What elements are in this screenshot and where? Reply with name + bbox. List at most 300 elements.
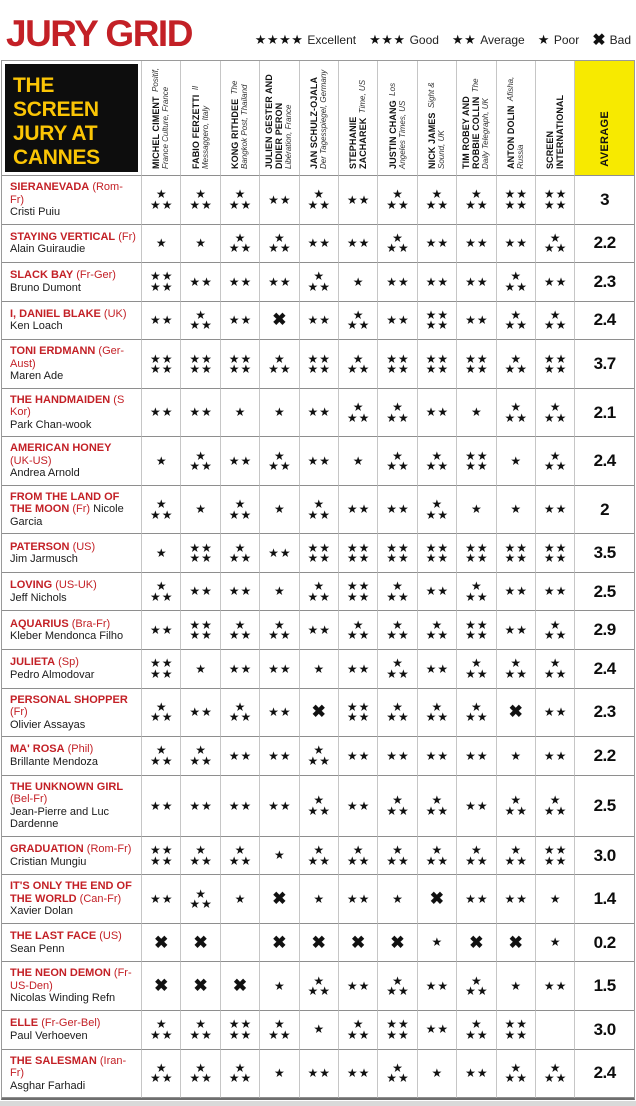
star-rating: ★★: [543, 241, 568, 256]
star-rating: ★★: [465, 666, 489, 681]
star-rating: ★: [313, 843, 326, 858]
critic-header-michel-ciment: [142, 61, 181, 176]
rating-cell: [339, 302, 378, 341]
star-rating: ★★: [425, 551, 450, 566]
star-rating: ★: [549, 617, 562, 632]
star-rating: ★: [431, 935, 444, 950]
star-rating: ★★: [504, 236, 528, 251]
star-rating: ★: [155, 545, 168, 560]
film-info: [10, 345, 136, 370]
rating-cell: [536, 263, 575, 302]
critic-outlet: Los Angeles Times, US: [387, 82, 407, 169]
film-cell: [2, 225, 142, 264]
film-info: [10, 442, 136, 467]
rating-cell: [181, 263, 220, 302]
star-rating: ★: [510, 400, 523, 415]
rating-cell: [221, 176, 260, 225]
star-rating: ★★: [189, 705, 213, 720]
rating-cell: [536, 650, 575, 689]
star-rating: ★★: [543, 803, 568, 818]
star-rating: ★: [273, 978, 286, 993]
star-rating: ★★: [386, 710, 410, 725]
film-info: [10, 308, 136, 321]
star-rating: ★★: [465, 798, 489, 813]
film-director: Nicolas Winding Refn: [10, 992, 116, 1005]
rating-cell: [339, 689, 378, 738]
rating-cell: [497, 611, 536, 650]
rating-cell: [339, 611, 378, 650]
star-rating: ★★: [228, 351, 253, 366]
star-rating: ★: [470, 699, 483, 714]
film-country: (Can-Fr): [79, 892, 122, 905]
star-rating: ★★: [465, 540, 489, 555]
star-rating: ★: [234, 405, 247, 420]
star-rating: ★★: [386, 410, 410, 425]
star-rating: ★: [470, 843, 483, 858]
star-rating: ★: [195, 1017, 207, 1032]
star-rating: ★★: [504, 197, 528, 212]
star-rating: ★★: [465, 1066, 489, 1081]
rating-cell: [339, 962, 378, 1011]
star-icon: ★★: [451, 32, 477, 47]
rating-cell: [418, 875, 457, 924]
rating-cell: [457, 737, 496, 776]
star-rating: ★★: [307, 236, 332, 251]
star-rating: ★★: [425, 507, 450, 522]
star-rating: ★★: [386, 241, 410, 256]
rating-cell: [378, 437, 417, 486]
star-rating: ★★: [149, 853, 174, 868]
critic-outlet: Der Tagesspiegel, Germany: [318, 69, 328, 169]
film-director: Jim Jarmusch: [10, 553, 78, 566]
rating-cell: [300, 1050, 339, 1099]
critic-name: JULIEN GESTER AND DIDIER PERON: [264, 74, 285, 169]
film-country: (US): [72, 540, 96, 553]
film-country: (Ger-Aust): [10, 345, 125, 370]
film-director: Jeff Nichols: [10, 591, 67, 604]
average-value: 2.5: [575, 776, 634, 837]
star-rating: ★★: [465, 617, 489, 632]
rating-cell: [339, 737, 378, 776]
star-rating: ★★: [543, 362, 568, 377]
rating-cell: [300, 263, 339, 302]
star-rating: ★★: [504, 362, 528, 377]
star-rating: ★★: [346, 628, 371, 643]
rating-cell: [536, 689, 575, 738]
critic-header-text: [545, 63, 565, 169]
rating-cell: [221, 573, 260, 612]
star-rating: ★★: [465, 984, 489, 999]
average-value: 3.5: [575, 534, 634, 573]
rating-cell: [536, 225, 575, 264]
rating-cell: [221, 437, 260, 486]
star-rating: ★: [392, 793, 404, 808]
star-rating: ★: [195, 448, 207, 463]
star-rating: ★: [470, 405, 483, 420]
star-rating: ★: [273, 848, 286, 863]
rating-cell: [536, 176, 575, 225]
star-rating: ★★: [386, 748, 410, 763]
bad-cross-icon: ✖: [469, 932, 484, 952]
star-rating: ★★: [425, 236, 450, 251]
rating-cell: [497, 875, 536, 924]
rating-cell: [181, 875, 220, 924]
film-cell: [2, 875, 142, 924]
film-title: FROM THE LAND OF THE MOON: [10, 490, 120, 516]
star-rating: ★★: [543, 705, 568, 720]
critic-header-jan-schulz-ojala: [300, 61, 339, 176]
average-value: 2.1: [575, 389, 634, 438]
star-rating: ★: [392, 400, 404, 415]
rating-cell: [378, 263, 417, 302]
rating-cell: [181, 962, 220, 1011]
star-rating: ★★: [228, 241, 253, 256]
critic-header-tim-robey-and-robbie-collin: [457, 61, 496, 176]
star-rating: ★★: [228, 274, 253, 289]
star-rating: ★★: [465, 748, 489, 763]
film-cell: [2, 924, 142, 963]
rating-cell: [418, 176, 457, 225]
star-rating: ★★: [189, 405, 213, 420]
rating-cell: [339, 875, 378, 924]
average-value: 2.4: [575, 650, 634, 689]
star-rating: ★: [352, 307, 365, 322]
rating-cell: [221, 263, 260, 302]
bad-cross-icon: ✖: [193, 932, 208, 952]
film-cell: [2, 176, 142, 225]
bad-cross-icon: ✖: [193, 976, 208, 996]
rating-cell: [536, 776, 575, 837]
rating-cell: [221, 534, 260, 573]
film-cell: [2, 837, 142, 876]
film-info: [10, 541, 136, 554]
film-info: [10, 880, 136, 918]
rating-cell: [497, 962, 536, 1011]
film-info: [10, 394, 136, 419]
star-rating: ★: [392, 230, 404, 245]
critic-name: STEPHANIE ZACHAREK: [348, 116, 369, 169]
film-director: Olivier Assayas: [10, 718, 86, 731]
rating-cell: [497, 225, 536, 264]
rating-cell: [181, 437, 220, 486]
film-country: (Rom-Fr): [86, 843, 132, 856]
star-rating: ★: [155, 743, 168, 758]
film-info: [10, 269, 136, 282]
star-rating: ★: [392, 891, 404, 906]
star-rating: ★★: [228, 710, 253, 725]
star-rating: ★★: [307, 540, 332, 555]
star-rating: ★★: [189, 1071, 213, 1086]
rating-cell: [418, 486, 457, 535]
star-rating: ★★: [386, 628, 410, 643]
star-rating: ★★: [307, 853, 332, 868]
star-rating: ★★: [268, 459, 292, 474]
rating-cell: [142, 611, 181, 650]
star-rating: ★: [195, 187, 207, 202]
star-rating: ★★: [346, 192, 371, 207]
star-rating: ★: [273, 1066, 286, 1081]
film-country: (Iran-Fr): [10, 1054, 127, 1080]
average-value: 2.4: [575, 437, 634, 486]
star-rating: ★: [549, 400, 562, 415]
rating-cell: [457, 924, 496, 963]
rating-cell: [378, 389, 417, 438]
rating-cell: [181, 340, 220, 389]
star-rating: ★★: [149, 405, 174, 420]
star-rating: ★: [313, 743, 326, 758]
rating-cell: [339, 225, 378, 264]
rating-cell: [418, 837, 457, 876]
star-rating: ★★: [268, 545, 292, 560]
star-rating: ★★: [425, 362, 450, 377]
film-cell: [2, 689, 142, 738]
star-rating: ★★: [386, 197, 410, 212]
star-rating: ★★: [228, 853, 253, 868]
star-rating: ★★: [189, 1027, 213, 1042]
star-rating: ★: [273, 502, 286, 517]
rating-cell: [536, 924, 575, 963]
critic-header-text: [506, 63, 526, 169]
film-cell: [2, 486, 142, 535]
rating-cell: [221, 875, 260, 924]
rating-cell: [221, 737, 260, 776]
rating-cell: [339, 437, 378, 486]
rating-cell: [457, 225, 496, 264]
rating-cell: [142, 389, 181, 438]
film-country: (Fr-Ger-Bel): [41, 1017, 101, 1030]
star-rating: ★: [273, 230, 286, 245]
rating-cell: [457, 534, 496, 573]
critic-name: NICK JAMES: [426, 112, 437, 169]
film-director: Andrea Arnold: [10, 467, 80, 480]
star-rating: ★★: [425, 307, 450, 322]
rating-cell: [260, 611, 299, 650]
rating-cell: [418, 534, 457, 573]
star-rating: ★★: [228, 197, 253, 212]
star-rating: ★★: [189, 551, 213, 566]
film-cell: [2, 1011, 142, 1050]
rating-cell: [260, 263, 299, 302]
rating-cell: [300, 534, 339, 573]
star-rating: ★★: [425, 318, 450, 333]
star-rating: ★★: [504, 853, 528, 868]
star-rating: ★★: [465, 313, 489, 328]
star-rating: ★: [470, 579, 483, 594]
star-rating: ★★: [149, 843, 174, 858]
film-cell: [2, 437, 142, 486]
star-rating: ★★: [346, 318, 371, 333]
rating-cell: [142, 263, 181, 302]
rating-cell: [536, 573, 575, 612]
film-country: (UK): [103, 307, 127, 320]
rating-cell: [260, 389, 299, 438]
star-rating: ★★: [346, 891, 371, 906]
star-rating: ★★: [504, 623, 528, 638]
star-rating: ★★: [346, 1066, 371, 1081]
star-rating: ★★: [504, 666, 528, 681]
critic-outlet: Afisha, Russia: [505, 76, 525, 169]
film-title: JULIETA: [10, 656, 56, 669]
star-rating: ★: [234, 1060, 247, 1075]
film-director: Jean-Pierre and Luc Dardenne: [10, 805, 110, 831]
star-rating: ★★: [386, 1027, 410, 1042]
rating-cell: [181, 650, 220, 689]
star-rating: ★★: [425, 748, 450, 763]
rating-cell: [457, 875, 496, 924]
film-country: (Fr-Ger): [76, 269, 116, 282]
rating-cell: [339, 573, 378, 612]
bad-cross-icon: ✖: [154, 932, 169, 952]
film-title: GRADUATION: [10, 843, 84, 856]
star-rating: ★★: [543, 502, 568, 517]
bad-cross-icon: ✖: [154, 976, 169, 996]
film-info: [10, 491, 136, 529]
star-rating: ★★: [149, 589, 174, 604]
average-value: 3.0: [575, 1011, 634, 1050]
star-rating: ★: [273, 405, 286, 420]
film-info: [10, 1055, 136, 1080]
rating-cell: [300, 837, 339, 876]
rating-cell: [378, 534, 417, 573]
star-rating: ★: [313, 579, 326, 594]
star-rating: ★★: [268, 798, 292, 813]
rating-cell: [536, 837, 575, 876]
star-rating: ★: [352, 274, 365, 289]
star-rating: ★: [155, 453, 168, 468]
average-value: 2.3: [575, 689, 634, 738]
star-rating: ★★: [465, 362, 489, 377]
rating-cell: [418, 437, 457, 486]
rating-cell: [457, 486, 496, 535]
film-info: [10, 618, 136, 631]
star-rating: ★★: [504, 891, 528, 906]
star-rating: ★★: [307, 753, 332, 768]
rating-cell: [260, 302, 299, 341]
rating-cell: [536, 1050, 575, 1099]
star-rating: ★: [431, 1066, 444, 1081]
film-title: PATERSON: [10, 540, 70, 553]
star-rating: ★★: [189, 628, 213, 643]
star-rating: ★: [431, 187, 444, 202]
rating-cell: [221, 389, 260, 438]
star-rating: ★: [155, 187, 168, 202]
star-rating: ★★: [228, 1027, 253, 1042]
rating-cell: [339, 176, 378, 225]
star-rating: ★: [195, 1060, 207, 1075]
critic-header-screen-international: [536, 61, 575, 176]
rating-cell: [300, 776, 339, 837]
star-rating: ★★: [228, 584, 253, 599]
star-rating: ★: [313, 269, 326, 284]
rating-cell: [339, 389, 378, 438]
bad-cross-icon: ✖: [508, 932, 523, 952]
star-rating: ★★: [465, 710, 489, 725]
star-rating: ★★: [386, 803, 410, 818]
film-director: Nicole Garcia: [10, 503, 124, 528]
star-rating: ★: [549, 656, 562, 671]
star-rating: ★: [431, 617, 444, 632]
star-rating: ★★: [346, 579, 371, 594]
rating-cell: [457, 437, 496, 486]
star-rating: ★: [195, 886, 207, 901]
rating-cell: [497, 1011, 536, 1050]
rating-cell: [181, 1050, 220, 1099]
star-rating: ★★: [425, 459, 450, 474]
rating-cell: [221, 302, 260, 341]
star-rating: ★★: [465, 853, 489, 868]
rating-cell: [418, 340, 457, 389]
star-rating: ★★: [307, 623, 332, 638]
rating-cell: [221, 776, 260, 837]
star-rating: ★: [352, 617, 365, 632]
rating-cell: [418, 389, 457, 438]
average-value: 2.9: [575, 611, 634, 650]
star-rating: ★★: [189, 351, 213, 366]
legend-item: [592, 33, 631, 47]
star-rating: ★: [431, 448, 444, 463]
rating-cell: [142, 225, 181, 264]
critic-outlet: The Daily Telegraph, UK: [471, 78, 491, 169]
film-info: [10, 694, 136, 719]
legend-label: Excellent: [307, 33, 357, 47]
star-rating: ★★: [465, 891, 489, 906]
star-rating: ★★: [425, 1022, 450, 1037]
critic-header-nick-james: [418, 61, 457, 176]
film-director: Alain Guiraudie: [10, 243, 86, 256]
star-rating: ★★: [504, 1071, 528, 1086]
star-rating: ★: [155, 699, 168, 714]
rating-cell: [300, 302, 339, 341]
rating-cell: [339, 924, 378, 963]
banner-line: THE SCREEN: [13, 74, 99, 121]
rating-cell: [497, 776, 536, 837]
rating-cell: [378, 302, 417, 341]
film-title: SLACK BAY: [10, 269, 74, 282]
rating-cell: [142, 650, 181, 689]
film-country: (Fr-US-Den): [10, 967, 132, 992]
star-rating: ★★: [465, 197, 489, 212]
star-rating: ★★: [543, 187, 568, 202]
rating-cell: [142, 776, 181, 837]
film-title: IT'S ONLY THE END OF THE WORLD: [10, 880, 132, 905]
rating-cell: [457, 611, 496, 650]
bad-cross-icon: ✖: [592, 31, 606, 49]
critic-header-justin-chang: [378, 61, 417, 176]
star-rating: ★: [352, 351, 365, 366]
film-title: SIERANEVADA: [10, 181, 90, 193]
star-rating: ★★: [386, 502, 410, 517]
rating-cell: [339, 340, 378, 389]
star-rating: ★: [510, 502, 523, 517]
rating-cell: [181, 611, 220, 650]
film-country: (Fr): [72, 503, 91, 516]
film-director: Ken Loach: [10, 320, 63, 333]
rating-cell: [339, 837, 378, 876]
star-rating: ★★: [346, 978, 371, 993]
star-rating: ★★: [543, 274, 568, 289]
star-rating: ★★: [465, 274, 489, 289]
star-rating: ★★: [543, 853, 568, 868]
star-rating: ★★: [149, 269, 174, 284]
star-rating: ★★: [189, 459, 213, 474]
film-cell: [2, 737, 142, 776]
star-rating: ★★: [346, 236, 371, 251]
rating-cell: [142, 486, 181, 535]
star-rating: ★★: [189, 617, 213, 632]
critic-outlet: The Bangkok Post, Thailand: [229, 80, 249, 169]
star-rating: ★★: [543, 551, 568, 566]
star-rating: ★: [352, 453, 365, 468]
